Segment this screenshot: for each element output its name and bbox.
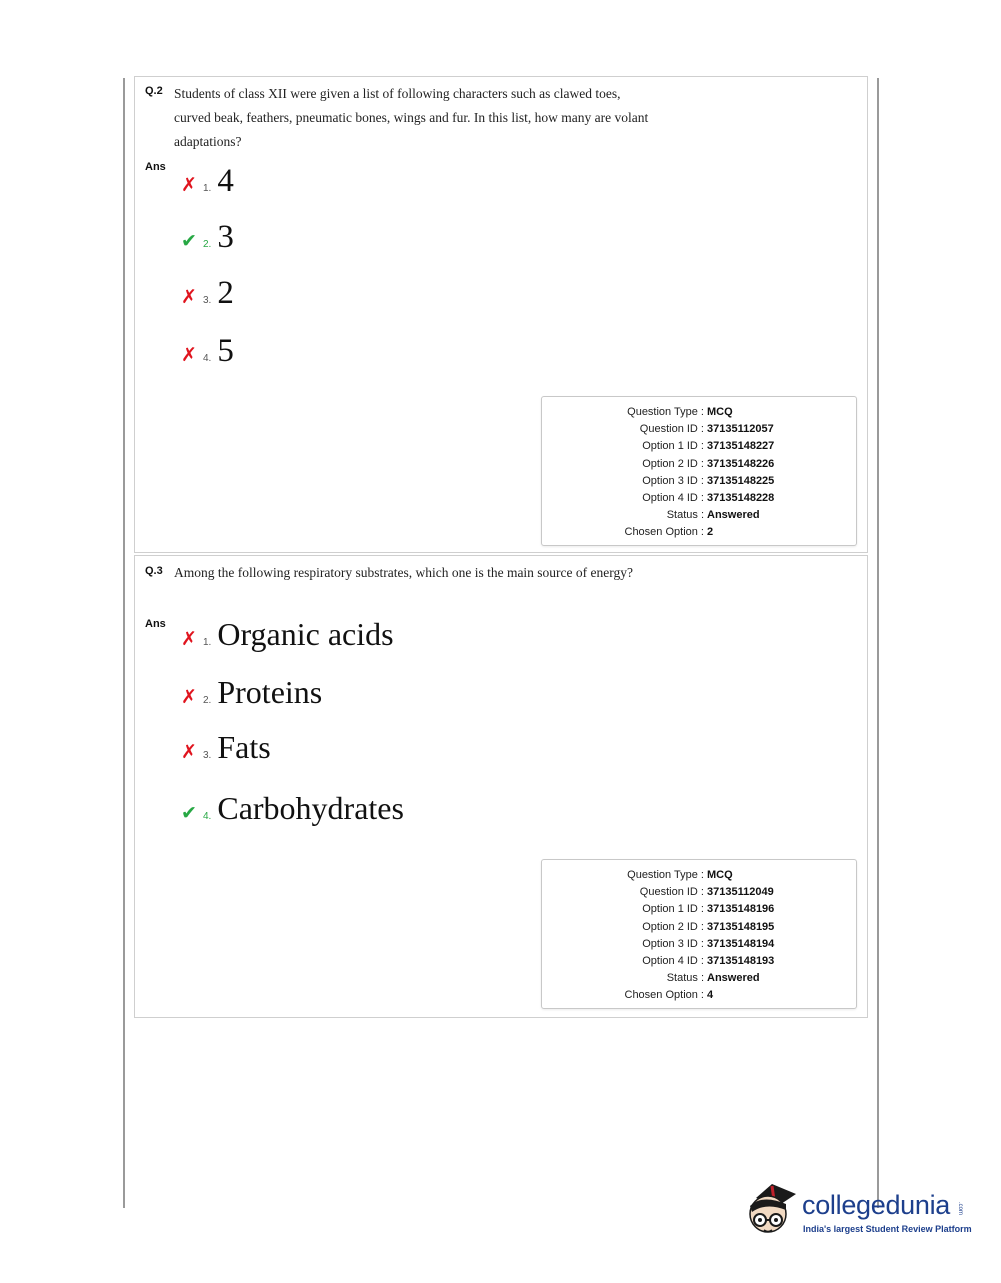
meta-row: Question Type : MCQ (627, 406, 733, 418)
option-text: 2 (217, 275, 234, 311)
question-number: Q.3 (145, 565, 163, 577)
meta-row: Option 4 ID : 37135148193 (642, 955, 775, 968)
option-1 (181, 616, 394, 653)
option-4 (181, 790, 404, 827)
option-number: 1. (203, 637, 212, 648)
question-meta-panel (541, 396, 857, 546)
question-number: Q.2 (145, 85, 163, 97)
meta-row: Option 1 ID : 37135148227 (642, 440, 775, 453)
meta-row: Option 4 ID : 37135148228 (642, 492, 775, 505)
cross-icon: ✗ (181, 287, 197, 308)
meta-row: Option 1 ID : 37135148196 (642, 903, 775, 916)
meta-row: Status : Answered (666, 509, 760, 522)
cross-icon: ✗ (181, 175, 197, 196)
question-meta-panel (541, 859, 857, 1009)
cross-icon: ✗ (181, 687, 197, 708)
meta-row: Option 2 ID : 37135148226 (642, 457, 775, 470)
ans-label: Ans (145, 618, 166, 630)
meta-row: Question ID : 37135112057 (639, 423, 774, 436)
option-number: 3. (203, 295, 212, 306)
option-3 (181, 729, 271, 766)
meta-row: Option 2 ID : 37135148195 (642, 920, 775, 933)
brand-logo (742, 1176, 982, 1246)
ans-label: Ans (145, 161, 166, 173)
question-text: Among the following respiratory substrates, which one is the main source of energy? (174, 565, 634, 580)
option-text: 5 (217, 333, 234, 369)
option-number: 4. (203, 353, 212, 364)
option-3 (181, 275, 234, 312)
meta-row: Chosen Option : 2 (624, 526, 714, 539)
question-text: Students of class XII were given a list of following characters such as clawed toes, curved beak, feathers, pneumatic bones, wings and fur. In this list, how many are volant adaptations? (174, 86, 649, 149)
option-number: 2. (203, 695, 212, 706)
meta-row: Chosen Option : 4 (624, 989, 714, 1002)
option-text: 4 (217, 163, 234, 199)
question-card-q2 (134, 76, 868, 553)
page-border-left (123, 78, 125, 1208)
option-2 (181, 674, 322, 711)
option-2 (181, 219, 234, 256)
option-text: Proteins (217, 674, 323, 710)
check-icon: ✔ (181, 231, 197, 252)
option-number: 4. (203, 811, 212, 822)
option-4 (181, 333, 234, 370)
brand-tagline: India's largest Student Review Platform (803, 1224, 972, 1234)
meta-row: Option 3 ID : 37135148225 (642, 474, 775, 487)
check-icon: ✔ (181, 803, 197, 824)
brand-name: collegedunia (802, 1190, 951, 1220)
option-text: Carbohydrates (217, 790, 404, 826)
meta-row: Question ID : 37135112049 (639, 886, 774, 899)
option-text: 3 (217, 219, 234, 255)
brand-suffix: .com (957, 1202, 963, 1216)
option-text: Fats (217, 729, 271, 765)
meta-row: Option 3 ID : 37135148194 (642, 937, 775, 950)
option-text: Organic acids (217, 616, 394, 652)
question-card-q3 (134, 555, 868, 1018)
option-number: 3. (203, 750, 212, 761)
option-number: 2. (203, 239, 212, 250)
mascot-icon (742, 1176, 802, 1246)
meta-row: Question Type : MCQ (627, 869, 733, 881)
option-number: 1. (203, 183, 212, 194)
option-1 (181, 163, 234, 200)
cross-icon: ✗ (181, 345, 197, 366)
page-border-right (877, 78, 879, 1208)
cross-icon: ✗ (181, 629, 197, 650)
cross-icon: ✗ (181, 742, 197, 763)
meta-row: Status : Answered (666, 972, 760, 985)
